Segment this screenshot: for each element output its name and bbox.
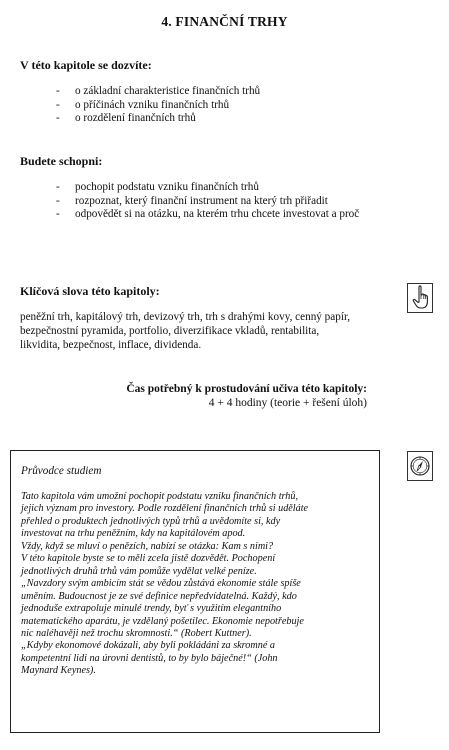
list-item: - o příčinách vzniku finančních trhů — [56, 99, 260, 113]
list-item: - odpovědět si na otázku, na kterém trhu chcete investovat a proč — [56, 208, 376, 222]
guide-line: Vždy, když se mluví o penězích, nabízí se otázka: Kam s nimi? — [21, 540, 274, 552]
keywords-heading: Klíčová slova této kapitoly: — [20, 284, 160, 298]
study-guide-title: Průvodce studiem — [21, 465, 102, 477]
guide-line: matematického aparátu, je vzdělaný pošetilec. Ekonomie nepotřebuje — [21, 615, 304, 627]
study-time-label: Čas potřebný k prostudování učiva této kapitoly: — [126, 383, 367, 395]
guide-line: nic naléhavěji než trochu skromnosti.“ (Robert Kuttner). — [21, 627, 252, 639]
guide-line: V této kapitole byste se to měli zcela jistě dozvědět. Pochopení — [21, 553, 276, 565]
study-time-value: 4 + 4 hodiny (teorie + řešení úloh) — [208, 397, 367, 409]
guide-line: přehled o produktech jednotlivých typů trhů a uvědomíte si, kdy — [21, 515, 281, 527]
learn-heading: V této kapitole se dozvíte: — [20, 58, 152, 72]
guide-line: kompetentní lidi na úrovni dentistů, to by bylo báječné!“ (John — [21, 652, 278, 664]
keywords-text: peněžní trh, kapitálový trh, devizový trh, trh s drahými kovy, cenný papír, bezpečnostní pyramida, portfolio, diverzifikace vkladů, rentabilita, likvidita, bezpečnost, inflace, dividenda. — [20, 311, 351, 351]
guide-line: Tato kapitola vám umožní pochopit podstatu vzniku finančních trhů, — [21, 491, 299, 502]
list-item: - pochopit podstatu vzniku finančních trhů — [56, 181, 376, 195]
study-guide-text — [21, 491, 371, 678]
skills-heading: Budete schopni: — [20, 154, 103, 168]
pointing-hand-icon — [407, 283, 433, 313]
learn-list — [56, 85, 260, 126]
guide-line: jednotlivých druhů trhů vám pomůže vydělat velké peníze. — [21, 565, 257, 577]
compass-icon — [407, 451, 433, 481]
chapter-title: 4. FINANČNÍ TRHY — [161, 14, 288, 29]
guide-line: Maynard Keynes). — [21, 665, 96, 677]
guide-line: „Kdyby ekonomové dokázali, aby byli pokládáni za skromné a — [21, 640, 275, 652]
study-guide-box — [10, 450, 380, 733]
list-item: - o základní charakteristice finančních trhů — [56, 85, 260, 99]
guide-line: jejich význam pro investory. Podle rozdělení finančních trhů si uděláte — [21, 503, 309, 515]
list-item: - rozpoznat, který finanční instrument na který trh přiřadit — [56, 195, 376, 209]
guide-line: uměním. Budoucnost je ze své definice nepředvídatelná. Každý, kdo — [21, 590, 297, 602]
guide-line: investovat na trhu peněžním, kdy na kapitálovém apod. — [21, 528, 246, 540]
guide-line: jednoduše extrapoluje minulé trendy, byť s využitím elegantního — [21, 603, 282, 615]
study-time — [126, 382, 367, 410]
skills-list — [56, 181, 376, 222]
guide-line: „Navzdory svým ambicím stát se vědou zůstává ekonomie stále spíše — [21, 578, 301, 590]
list-item: - o rozdělení finančních trhů — [56, 112, 260, 126]
